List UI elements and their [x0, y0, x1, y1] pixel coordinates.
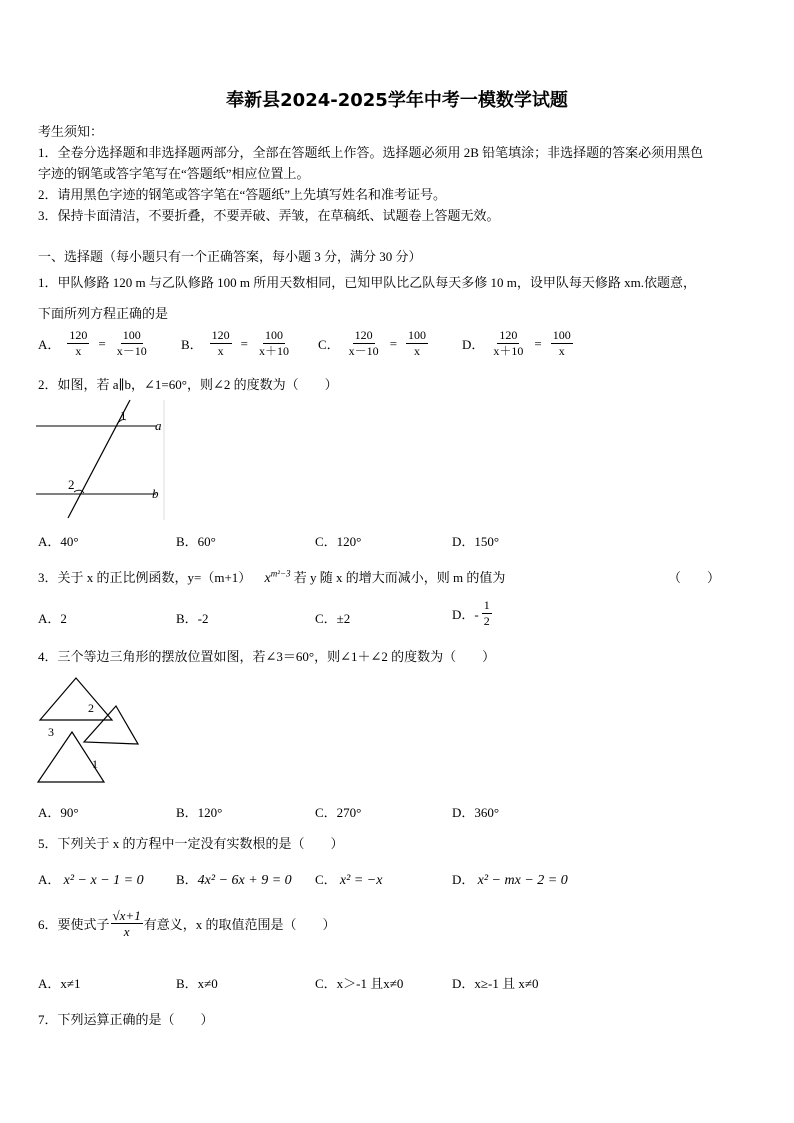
notice-item-1: 1．全卷分选择题和非选择题两部分，全部在答题纸上作答。选择题必须用 2B 铅笔填涂；非选择题的答案必须用黑色	[38, 145, 704, 160]
q5-option-d[interactable]: D． x² − mx − 2 = 0	[452, 872, 568, 888]
q1-option-b[interactable]: B． $\frac{120}{x}$ = $\frac{100}{x+10}$	[181, 328, 290, 358]
q3-option-b[interactable]: B．-2	[176, 611, 209, 626]
q2-option-a[interactable]: A．40°	[38, 534, 79, 549]
line-a-label: a	[155, 418, 162, 433]
q3-option-d[interactable]: D．- $\frac{1}{2}$	[452, 598, 490, 628]
fraction: $\frac{120}{x}$	[69, 328, 88, 358]
notice-item-3: 3．保持卡面清洁，不要折叠，不要弄破、弄皱，在草稿纸、试题卷上答题无效。	[38, 208, 500, 223]
triangles-figure	[34, 672, 144, 788]
fraction: $\frac{120}{x+10}$	[493, 328, 524, 358]
angle-3-label: 3	[48, 725, 54, 739]
q4-option-b[interactable]: B．120°	[176, 805, 223, 820]
q4-option-d[interactable]: D．360°	[452, 805, 500, 820]
q6-option-d[interactable]: D．x≥-1 且 x≠0	[452, 976, 539, 991]
q1-option-a[interactable]: A． $\frac{120}{x}$ = $\frac{100}{x-10}$	[38, 328, 147, 358]
q1-stem: 1．甲队修路 120 m 与乙队修路 100 m 所用天数相同，已知甲队比乙队每天多修 10 m，设甲队每天修路 xm.依题意，	[38, 275, 696, 290]
angle-1-label: 1	[120, 408, 127, 423]
q6-stem: 6．要使式子 $\frac{√x+1}{x}$ 有意义，x 的取值范围是（ ）	[38, 908, 336, 939]
q6-option-c[interactable]: C．x＞-1 且x≠0	[315, 976, 404, 991]
q3-option-a[interactable]: A．2	[38, 611, 67, 626]
notice-item-1-cont: 字迹的钢笔或答字笔写在“答题纸”相应位置上。	[38, 166, 310, 181]
fraction: $\frac{1}{2}$	[483, 598, 490, 628]
q5-option-b[interactable]: B．4x² − 6x + 9 = 0	[176, 872, 292, 888]
q6-option-b[interactable]: B．x≠0	[176, 976, 218, 991]
notice-item-2: 2．请用黑色字迹的钢笔或答字笔在“答题纸”上先填写姓名和准考证号。	[38, 187, 447, 202]
q1-option-d[interactable]: D． $\frac{120}{x+10}$ = $\frac{100}{x}$	[462, 328, 571, 358]
q2-option-c[interactable]: C．120°	[315, 534, 362, 549]
section-heading: 一、选择题（每小题只有一个正确答案，每小题 3 分，满分 30 分）	[38, 249, 422, 264]
q2-option-b[interactable]: B．60°	[176, 534, 216, 549]
q2-stem: 2．如图，若 a∥b，∠1=60°，则∠2 的度数为（ ）	[38, 377, 338, 392]
notice-heading: 考生须知：	[38, 124, 104, 139]
parallel-lines-figure	[34, 398, 174, 522]
q3-answer-paren: （ ）	[668, 570, 721, 585]
q6-option-a[interactable]: A．x≠1	[38, 976, 81, 991]
q1-option-c[interactable]: C． $\frac{120}{x-10}$ = $\frac{100}{x}$	[318, 328, 427, 358]
q5-option-a[interactable]: A． x² − x − 1 = 0	[38, 872, 144, 888]
q1-stem-cont: 下面所列方程正确的是	[38, 306, 169, 321]
q4-option-a[interactable]: A．90°	[38, 805, 79, 820]
q4-option-c[interactable]: C．270°	[315, 805, 362, 820]
fraction: $\frac{100}{x+10}$	[259, 328, 290, 358]
angle-2-label: 2	[68, 477, 75, 492]
page-title: 奉新县2024-2025学年中考一模数学试题	[226, 90, 568, 111]
q4-stem: 4．三个等边三角形的摆放位置如图，若∠3＝60°，则∠1＋∠2 的度数为（ ）	[38, 649, 496, 664]
angle-1-label: 1	[92, 757, 98, 771]
sqrt-fraction: $\frac{√x+1}{x}$	[112, 908, 141, 939]
fraction: $\frac{100}{x-10}$	[116, 328, 147, 358]
q7-stem: 7．下列运算正确的是（ ）	[38, 1012, 214, 1027]
fraction: $\frac{120}{x}$	[211, 328, 230, 358]
q3-stem: 3．关于 x 的正比例函数，y=（m+1） $x^{m^2-3}$ 若 y 随 x 的增大而减小，则 m 的值为	[38, 568, 506, 586]
fraction: $\frac{120}{x-10}$	[348, 328, 379, 358]
q5-stem: 5．下列关于 x 的方程中一定没有实数根的是（ ）	[38, 836, 344, 851]
angle-2-label: 2	[88, 701, 94, 715]
q3-option-c[interactable]: C．±2	[315, 611, 351, 626]
line-b-label: b	[152, 486, 159, 501]
fraction: $\frac{100}{x}$	[552, 328, 571, 358]
fraction: $\frac{100}{x}$	[408, 328, 427, 358]
q2-option-d[interactable]: D．150°	[452, 534, 500, 549]
q5-option-c[interactable]: C． x² = −x	[315, 872, 383, 888]
